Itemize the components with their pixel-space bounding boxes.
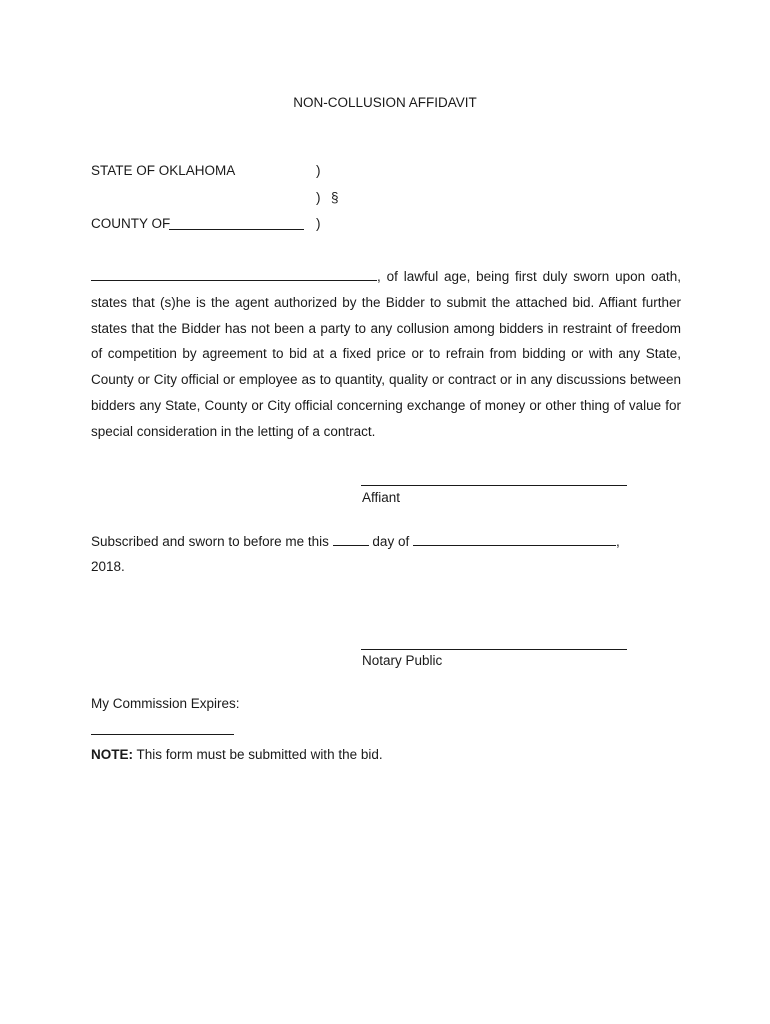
venue-paren-1: ) <box>316 163 321 178</box>
venue-paren-3: ) <box>316 216 321 231</box>
commission-date-blank[interactable] <box>91 734 234 735</box>
county-blank[interactable] <box>169 229 304 230</box>
county-label: COUNTY OF <box>91 216 171 231</box>
affiant-signature-line[interactable] <box>361 485 627 486</box>
notary-label: Notary Public <box>362 653 443 668</box>
commission-label: My Commission Expires: <box>91 696 240 711</box>
month-blank[interactable] <box>413 533 616 546</box>
state-line: STATE OF OKLAHOMA <box>91 163 236 178</box>
subscribed-prefix: Subscribed and sworn to before me this <box>91 534 329 549</box>
document-title: NON-COLLUSION AFFIDAVIT <box>293 95 477 110</box>
subscribed-line <box>91 533 620 549</box>
subscribed-suffix: , <box>615 534 620 549</box>
affidavit-body-text: , of lawful age, being first duly sworn upon oath, states that (s)he is the agent authorized by the Bidder to submit the attached bid. Affiant further states that the Bidder has not been a party to any collusion among bidders in restraint of freedom of competition by agreement to bid at a fixed price or to refrain from bidding or with any State, County or City official or employee as to quantity, quality or contract or in any discussions between bidders any State, County or City official concerning exchange of money or other thing of value for special consideration in the letting of a contract. <box>91 269 681 439</box>
notary-signature-line[interactable] <box>361 649 627 650</box>
day-blank[interactable] <box>333 533 369 546</box>
subscribed-year: 2018. <box>91 559 125 574</box>
affidavit-body <box>91 264 681 445</box>
venue-paren-2: ) <box>316 190 321 205</box>
note-text: This form must be submitted with the bid. <box>133 747 383 762</box>
note-line <box>91 747 383 762</box>
affiant-name-blank[interactable] <box>91 268 377 281</box>
note-label: NOTE: <box>91 747 133 762</box>
day-of-label: day of <box>372 534 410 549</box>
section-symbol: § <box>331 190 339 205</box>
affiant-label: Affiant <box>362 490 401 505</box>
